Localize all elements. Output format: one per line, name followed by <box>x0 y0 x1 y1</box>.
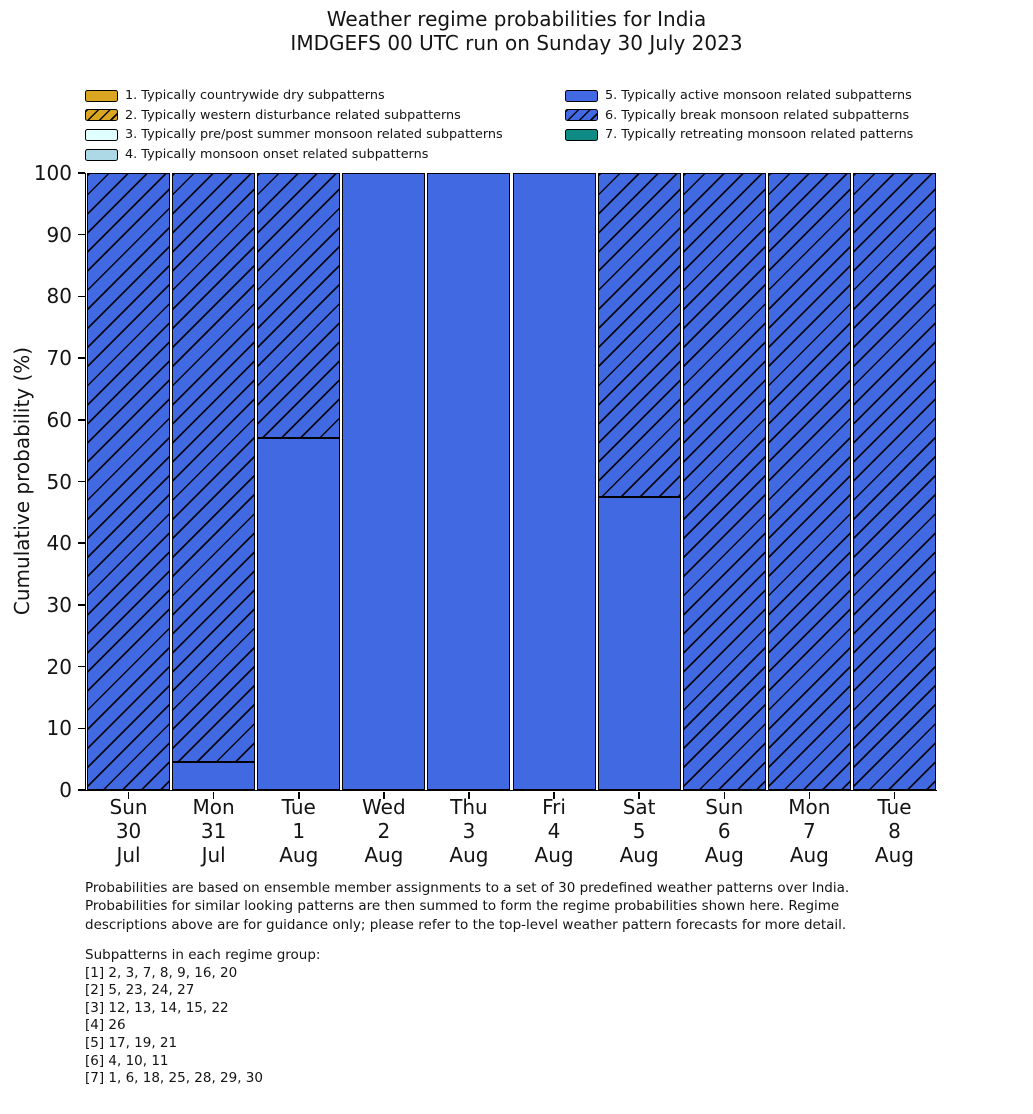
y-tick-label: 30 <box>46 592 72 617</box>
bar-segment <box>427 173 510 790</box>
y-tick-label: 0 <box>59 778 72 802</box>
bar-segment <box>598 497 681 790</box>
x-tick-label <box>171 795 257 868</box>
footer-note <box>85 879 849 934</box>
legend-column-left <box>85 86 503 164</box>
title-block <box>0 7 1033 55</box>
subpattern-line: [7] 1, 6, 18, 25, 28, 29, 30 <box>85 1070 263 1087</box>
bar-segment <box>257 438 340 790</box>
x-tick-label-month: Aug <box>364 843 404 868</box>
x-tick-label-day: Tue <box>281 795 316 819</box>
bar-segment <box>342 173 425 790</box>
legend-item <box>565 86 913 106</box>
legend-item-label: 6. Typically break monsoon related subpatterns <box>605 107 910 123</box>
x-tick-label <box>851 795 937 868</box>
x-tick-label-date: 31 <box>200 819 227 844</box>
bar-segment <box>683 173 766 790</box>
bar-segment <box>598 173 681 497</box>
legend-item-label: 5. Typically active monsoon related subpatterns <box>605 88 912 104</box>
x-tick-label <box>511 795 597 868</box>
x-tick-label <box>766 795 852 868</box>
subpattern-line: [6] 4, 10, 11 <box>85 1052 169 1069</box>
subpattern-line: [5] 17, 19, 21 <box>85 1034 178 1051</box>
y-tick-mark <box>78 789 85 791</box>
x-tick-label-date: 3 <box>462 819 476 844</box>
y-tick-mark <box>78 542 85 544</box>
x-tick-label-day: Tue <box>877 795 912 819</box>
x-tick-label <box>681 795 767 868</box>
y-tick-label: 100 <box>33 161 72 185</box>
x-tick-label-date: 1 <box>292 819 306 844</box>
x-tick-label-date: 2 <box>377 819 391 844</box>
x-tick-label-day: Sun <box>705 795 744 819</box>
legend-swatch-icon <box>565 129 598 141</box>
x-tick-label-month: Aug <box>279 843 319 868</box>
x-tick-label-day: Sun <box>109 795 148 819</box>
legend-item-label: 4. Typically monsoon onset related subpatterns <box>125 147 429 163</box>
y-tick-mark <box>78 357 85 359</box>
legend-column-right <box>565 86 913 145</box>
y-tick-mark <box>78 481 85 483</box>
subpattern-line: [3] 12, 13, 14, 15, 22 <box>85 999 229 1016</box>
legend-item-label: 7. Typically retreating monsoon related patterns <box>605 127 914 143</box>
subpattern-line: [1] 2, 3, 7, 8, 9, 16, 20 <box>85 964 238 981</box>
plot-area <box>33 161 937 868</box>
y-tick-mark <box>78 419 85 421</box>
x-tick-label <box>426 795 512 868</box>
x-tick-label-date: 7 <box>802 819 816 844</box>
legend-swatch-icon <box>85 90 118 102</box>
subpatterns-note <box>85 947 320 1088</box>
y-tick-label: 70 <box>46 346 72 371</box>
x-tick-label <box>256 795 342 868</box>
legend-item <box>565 125 913 145</box>
legend-item <box>85 106 503 126</box>
footer-line: Probabilities are based on ensemble member assignments to a set of 30 predefined weather patterns over India. <box>85 880 850 896</box>
x-tick-label-month: Aug <box>789 843 829 868</box>
y-tick-mark <box>78 604 85 606</box>
footer-line: Probabilities for similar looking patterns are then summed to form the regime probabilities shown here. Regime <box>85 898 840 915</box>
legend-swatch-icon <box>85 109 118 121</box>
subpatterns-heading: Subpatterns in each regime group: <box>85 947 321 963</box>
legend-swatch-icon <box>85 149 118 161</box>
legend-swatch-icon <box>565 109 598 121</box>
x-tick-label-month: Aug <box>704 843 744 868</box>
legend-item-label: 1. Typically countrywide dry subpatterns <box>125 88 385 104</box>
y-tick-label: 10 <box>46 716 72 741</box>
x-tick-label-day: Mon <box>192 795 235 819</box>
bar-segment <box>172 762 255 790</box>
legend-item-label: 3. Typically pre/post summer monsoon related subpatterns <box>125 127 503 143</box>
y-tick-label: 20 <box>46 654 72 679</box>
x-tick-label-date: 5 <box>632 819 646 844</box>
y-axis-label: Cumulative probability (%) <box>10 346 34 616</box>
y-tick-mark <box>78 666 85 668</box>
y-tick-label: 50 <box>46 469 72 494</box>
bar-segment <box>853 173 936 790</box>
y-tick-label: 90 <box>46 222 72 247</box>
bar-segment <box>87 173 170 790</box>
y-tick-label: 60 <box>46 407 72 432</box>
footer-line: descriptions above are for guidance only; please refer to the top-level weather pattern forecasts for more detail. <box>85 916 847 933</box>
y-tick-mark <box>78 296 85 298</box>
x-tick-label-date: 8 <box>888 819 901 844</box>
bar-segment <box>513 173 596 790</box>
bar-segment <box>257 173 340 438</box>
legend-item <box>85 125 503 145</box>
x-tick-label-day: Thu <box>450 795 488 819</box>
x-tick-label-month: Aug <box>874 843 914 868</box>
x-tick-label-day: Fri <box>542 795 566 819</box>
x-tick-label-month: Jul <box>116 843 141 868</box>
subpattern-line: [4] 26 <box>85 1017 126 1034</box>
subpattern-line: [2] 5, 23, 24, 27 <box>85 982 195 999</box>
legend-item <box>85 145 503 165</box>
x-tick-label-date: 30 <box>115 819 142 844</box>
y-tick-mark <box>78 728 85 730</box>
x-tick-label-date: 6 <box>717 819 731 844</box>
x-tick-label-day: Mon <box>788 795 831 819</box>
legend-item-label: 2. Typically western disturbance related subpatterns <box>125 107 461 123</box>
legend-swatch-icon <box>85 129 118 141</box>
y-tick-mark <box>78 172 85 174</box>
bar-segment <box>172 173 255 762</box>
legend-item <box>85 86 503 106</box>
chart-title: Weather regime probabilities for India <box>326 7 707 31</box>
x-tick-label-date: 4 <box>547 819 561 844</box>
x-tick-label <box>86 795 172 868</box>
x-tick-label-month: Aug <box>619 843 659 868</box>
x-tick-label <box>341 795 427 868</box>
x-tick-label-day: Sat <box>622 795 656 819</box>
legend-swatch-icon <box>565 90 598 102</box>
legend-item <box>565 106 913 126</box>
x-tick-label-day: Wed <box>362 795 406 819</box>
y-tick-label: 40 <box>46 531 72 556</box>
x-tick-label <box>596 795 682 868</box>
x-tick-label-month: Aug <box>449 843 489 868</box>
bar-segment <box>768 173 851 790</box>
y-tick-label: 80 <box>46 284 72 309</box>
x-tick-label-month: Aug <box>534 843 574 868</box>
x-tick-label-month: Jul <box>201 843 226 868</box>
y-tick-mark <box>78 234 85 236</box>
chart-subtitle: IMDGEFS 00 UTC run on Sunday 30 July 2023 <box>290 31 743 55</box>
